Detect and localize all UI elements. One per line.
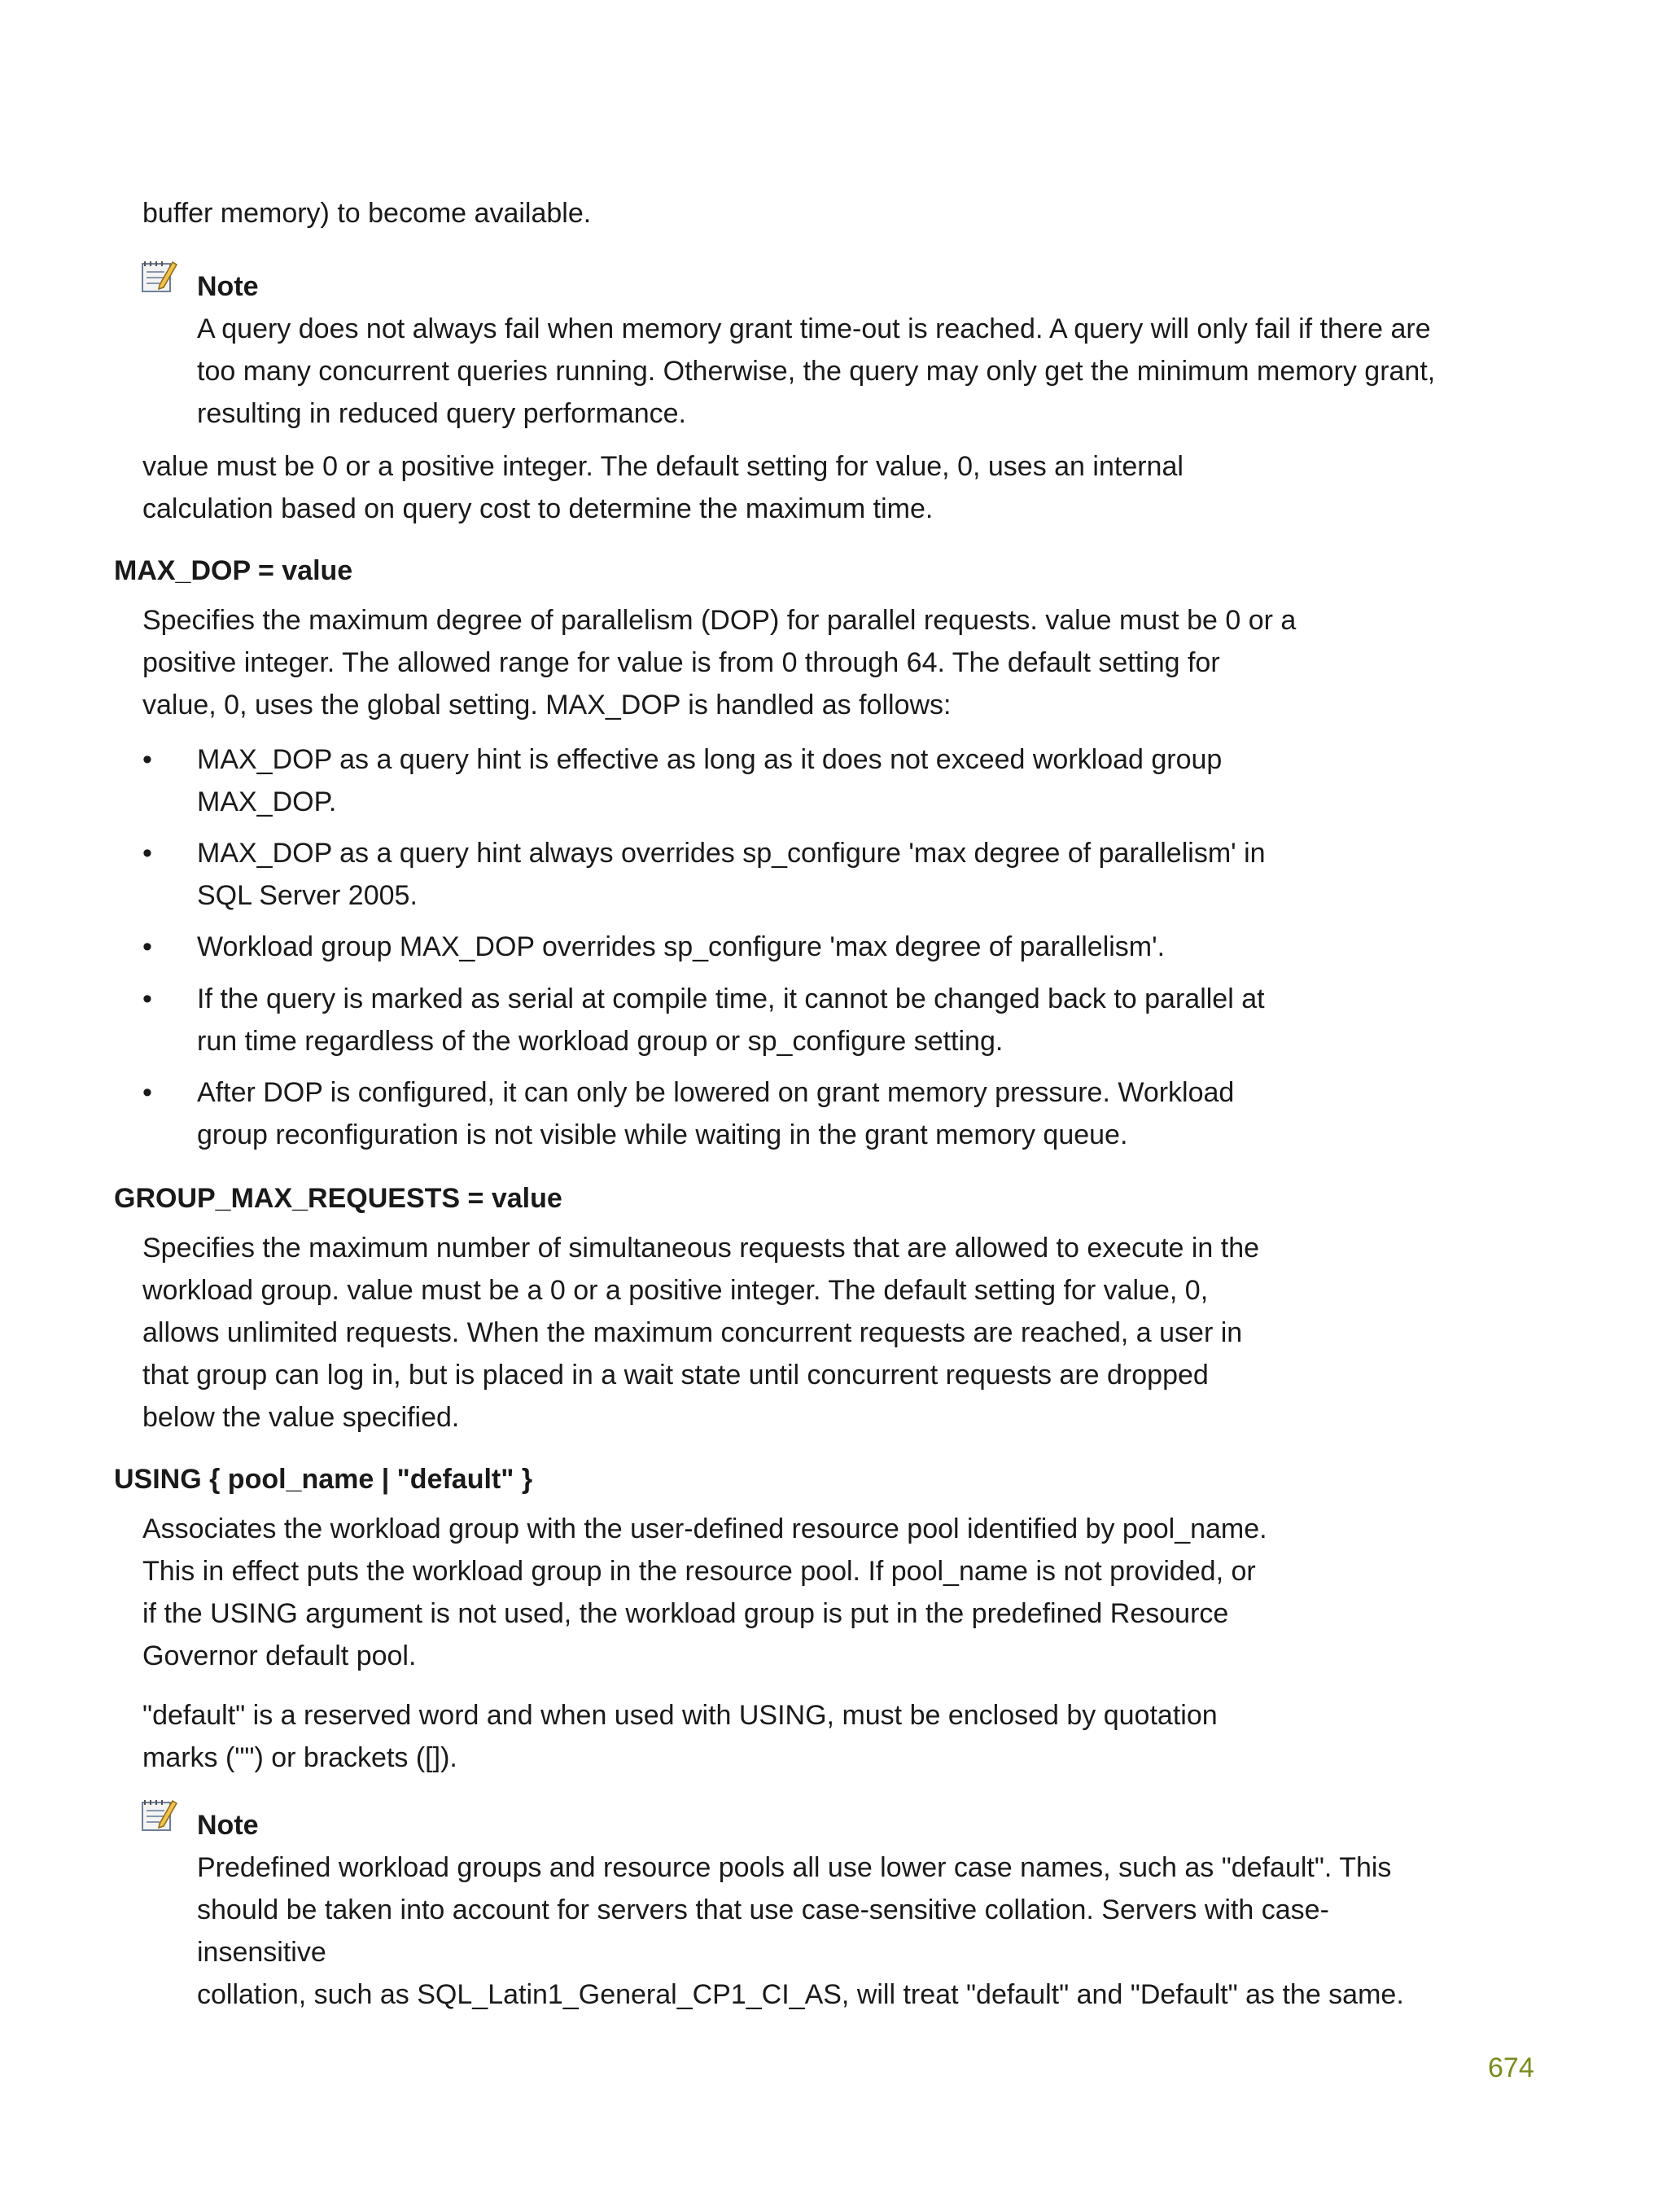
note-label: Note [197, 1810, 259, 1841]
text-line: run time regardless of the workload group or sp_configure setting. [197, 1026, 1004, 1057]
text-line: "default" is a reserved word and when used with USING, must be enclosed by quotation [142, 1700, 1218, 1731]
text-line: Governor default pool. [142, 1640, 417, 1671]
paragraph [142, 445, 1315, 530]
text-line: value, 0, uses the global setting. MAX_DOP is handled as follows: [142, 690, 952, 721]
text-line: below the value specified. [142, 1402, 460, 1433]
text-line: SQL Server 2005. [197, 880, 418, 911]
text-line: resulting in reduced query performance. [197, 398, 686, 429]
note-pad-icon [140, 259, 177, 295]
paragraph [142, 1227, 1315, 1439]
bullet-glyph: • [142, 931, 152, 962]
text-line: Associates the workload group with the user-defined resource pool identified by pool_name. [142, 1513, 1267, 1544]
list-item-text [197, 978, 1337, 1062]
paragraph [142, 1694, 1315, 1779]
text-line: too many concurrent queries running. Otherwise, the query may only get the minimum memory grant, [197, 356, 1436, 387]
text-line: This in effect puts the workload group in the resource pool. If pool_name is not provided, or [142, 1556, 1256, 1587]
section-heading: USING { pool_name | "default" } [114, 1464, 533, 1495]
note-pad-icon [140, 1798, 177, 1833]
list-item-text [197, 1071, 1337, 1156]
text-line: allows unlimited requests. When the maximum concurrent requests are reached, a user in [142, 1317, 1243, 1348]
list-item-text [197, 926, 1337, 968]
note-body [197, 1846, 1450, 2016]
continuation-text [142, 192, 1315, 234]
text-line: If the query is marked as serial at compile time, it cannot be changed back to parallel at [197, 983, 1265, 1014]
bullet-glyph: • [142, 1077, 152, 1108]
bullet-glyph: • [142, 983, 152, 1014]
text-line: Specifies the maximum number of simultaneous requests that are allowed to execute in the [142, 1233, 1260, 1264]
text-line: calculation based on query cost to determine the maximum time. [142, 493, 934, 524]
text-line: MAX_DOP as a query hint is effective as long as it does not exceed workload group [197, 744, 1223, 775]
page-number: 674 [1488, 2052, 1534, 2083]
text-line: Specifies the maximum degree of parallelism (DOP) for parallel requests. value must be 0 or a [142, 605, 1297, 636]
note-label: Note [197, 271, 259, 302]
list-item-text [197, 738, 1337, 823]
paragraph [142, 1508, 1315, 1677]
text-line: positive integer. The allowed range for value is from 0 through 64. The default setting for [142, 647, 1220, 678]
paragraph [142, 599, 1315, 726]
text-line: A query does not always fail when memory grant time-out is reached. A query will only fail if there are [197, 313, 1431, 344]
list-item-text [197, 832, 1337, 917]
text-line: marks ("") or brackets ([]). [142, 1742, 457, 1773]
text-line: buffer memory) to become available. [142, 198, 592, 229]
text-line: Workload group MAX_DOP overrides sp_configure 'max degree of parallelism'. [197, 931, 1166, 962]
bullet-glyph: • [142, 838, 152, 869]
bullet-glyph: • [142, 744, 152, 775]
section-heading: GROUP_MAX_REQUESTS = value [114, 1183, 562, 1214]
text-line: that group can log in, but is placed in a wait state until concurrent requests are dropped [142, 1360, 1209, 1391]
text-line: After DOP is configured, it can only be lowered on grant memory pressure. Workload [197, 1077, 1235, 1108]
text-line: Predefined workload groups and resource pools all use lower case names, such as "default". This [197, 1852, 1392, 1883]
text-line: MAX_DOP. [197, 786, 337, 817]
text-line: MAX_DOP as a query hint always overrides sp_configure 'max degree of parallelism' in [197, 838, 1266, 869]
text-line: should be taken into account for servers that use case-sensitive collation. Servers with case-insensitive [197, 1894, 1329, 1968]
text-line: group reconfiguration is not visible while waiting in the grant memory queue. [197, 1119, 1128, 1150]
text-line: value must be 0 or a positive integer. The default setting for value, 0, uses an internal [142, 451, 1184, 482]
text-line: workload group. value must be a 0 or a positive integer. The default setting for value, 0, [142, 1275, 1209, 1306]
section-heading: MAX_DOP = value [114, 555, 353, 586]
note-body [197, 308, 1450, 435]
text-line: collation, such as SQL_Latin1_General_CP1_CI_AS, will treat "default" and "Default" as the same. [197, 1979, 1404, 2010]
text-line: if the USING argument is not used, the workload group is put in the predefined Resource [142, 1598, 1229, 1629]
